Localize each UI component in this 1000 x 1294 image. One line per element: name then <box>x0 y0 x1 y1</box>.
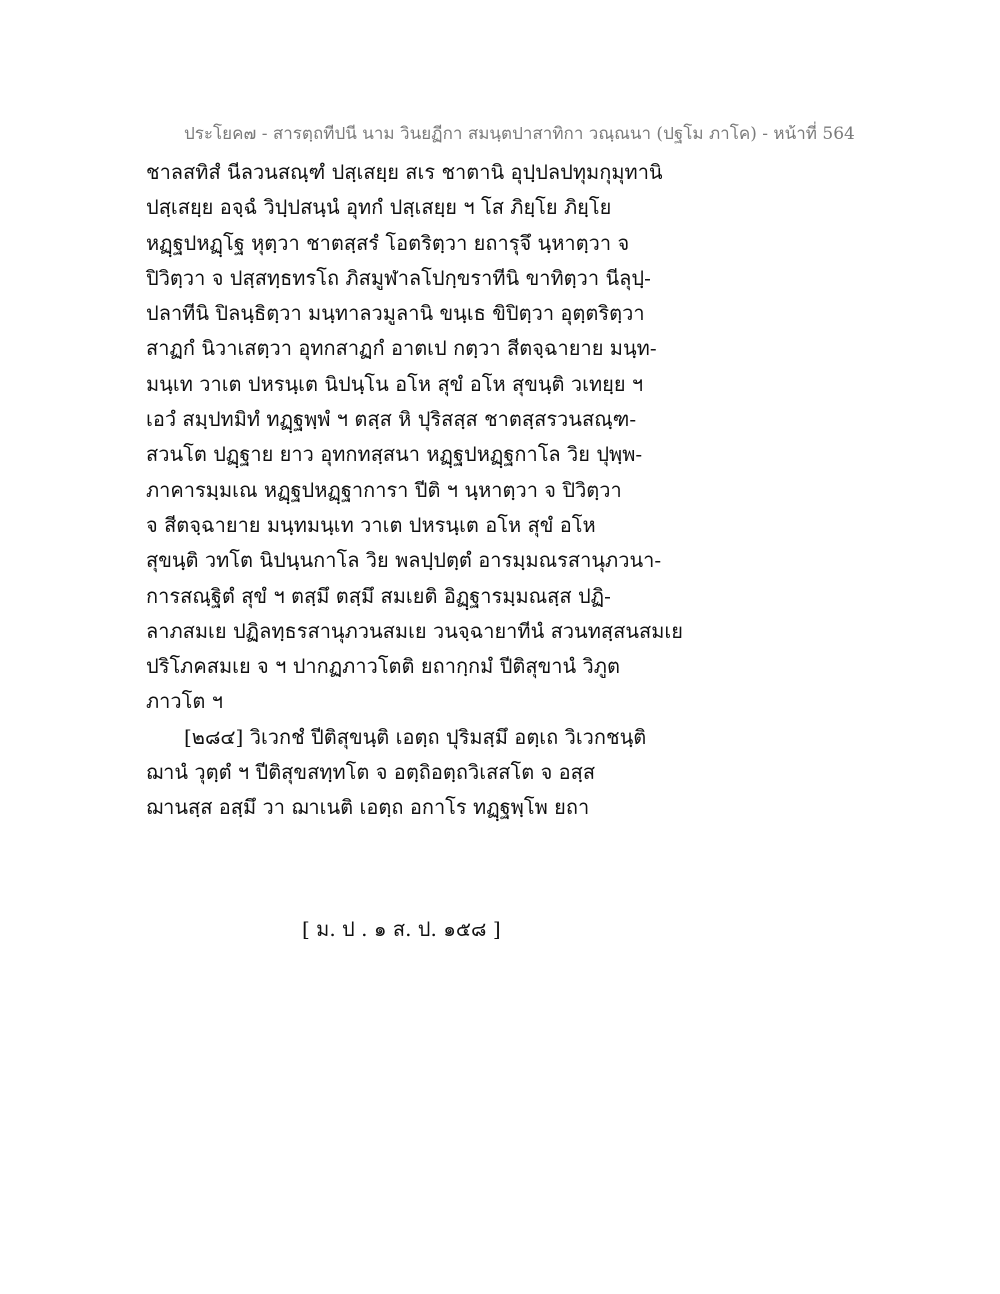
text-line: ลาภสมเย ปฏิลทฺธรสานุภวนสมเย วนจฺฉายาทีนํ สวนทสฺสนสมเย <box>146 618 683 643</box>
text-line: ภาคารมฺมเณ หฏฺฐปหฏฺฐาการา ปีติ ฯ นฺหาตฺวา จ ปิวิตฺวา <box>146 477 622 502</box>
text-line: ฌานํ วุตฺตํ ฯ ปีติสุขสทฺทโต จ อตฺถิอตฺถวิเสสโต จ อสฺส <box>146 760 596 785</box>
text-line: ชาลสทิสํ นีลวนสณฺฑํ ปสฺเสยฺย สเร ชาตานิ อุปฺปลปทุมกุมุทานิ <box>146 160 663 184</box>
paragraph-2 <box>146 720 706 826</box>
text-line: [๒๘๔] วิเวกชํ ปีติสุขนฺติ เอตฺถ ปุริมสฺมึ อตฺเถ วิเวกชนฺติ <box>184 724 647 749</box>
text-line: สาฏกํ นิวาเสตฺวา อุทกสาฏกํ อาตเป กตฺวา สีตจฺฉายาย มนฺท- <box>146 336 657 361</box>
text-line: สุขนฺติ วทโต นิปนฺนกาโล วิย พลปฺปตฺตํ อารมฺมณรสานุภวนา- <box>146 548 662 573</box>
text-line: สวนโต ปฏฺฐาย ยาว อุทกทสฺสนา หฏฺฐปหฏฺฐกาโล วิย ปุพฺพ- <box>146 442 643 467</box>
text-line: ฌานสฺส อสฺมึ วา ฌาเนติ เอตฺถ อกาโร ทฏฺฐพฺโพ ยถา <box>146 795 590 820</box>
running-header: ประโยค๗ - สารตฺถทีปนี นาม วินยฏีกา สมนฺตปาสาทิกา วณฺณนา (ปฐโม ภาโค) - หน้าที่ 564 <box>184 124 855 144</box>
text-line: จ สีตจฺฉายาย มนฺทมนฺเท วาเต ปหรนฺเต อโห สุขํ อโห <box>146 512 596 537</box>
text-line: ปสฺเสยฺย อจฺฉํ วิปฺปสนฺนํ อุทกํ ปสฺเสยฺย ฯ โส ภิยฺโย ภิยฺโย <box>146 195 612 220</box>
text-line: ภาวโต ฯ <box>146 689 223 714</box>
text-line: ปิวิตฺวา จ ปสฺสทฺธทรโถ ภิสมูฬาลโปกฺขราทีนิ ขาทิตฺวา นีลุปฺ- <box>146 265 651 290</box>
text-line: การสณฺฐิตํ สุขํ ฯ ตสฺมึ ตสฺมึ สมเยติ อิฏฺฐารมฺมณสฺส ปฏิ- <box>146 583 611 608</box>
text-line: เอวํ สมฺปทมิทํ ทฏฺฐพฺพํ ฯ ตสฺส หิ ปุริสสฺส ชาตสฺสรวนสณฺฑ- <box>146 407 637 432</box>
reference-citation: [ ม. ป . ๑ ส. ป. ๑๕๘ ] <box>302 917 501 941</box>
body-text <box>146 155 706 826</box>
text-line: มนฺเท วาเต ปหรนฺเต นิปนฺโน อโห สุขํ อโห สุขนฺติ วเทยฺย ฯ <box>146 371 644 396</box>
text-line: หฏฺฐปหฏฺโฐ หุตฺวา ชาตสฺสรํ โอตริตฺวา ยถารุจึ นฺหาตฺวา จ <box>146 230 630 255</box>
text-line: ปริโภคสมเย จ ฯ ปากฏภาวโตติ ยถากฺกมํ ปีติสุขานํ วิภูต <box>146 654 620 679</box>
paragraph-1 <box>146 155 706 720</box>
text-line: ปลาทีนิ ปิลนฺธิตฺวา มนฺทาลวมูลานิ ขนฺเธ ขิปิตฺวา อุตฺตริตฺวา <box>146 301 645 326</box>
